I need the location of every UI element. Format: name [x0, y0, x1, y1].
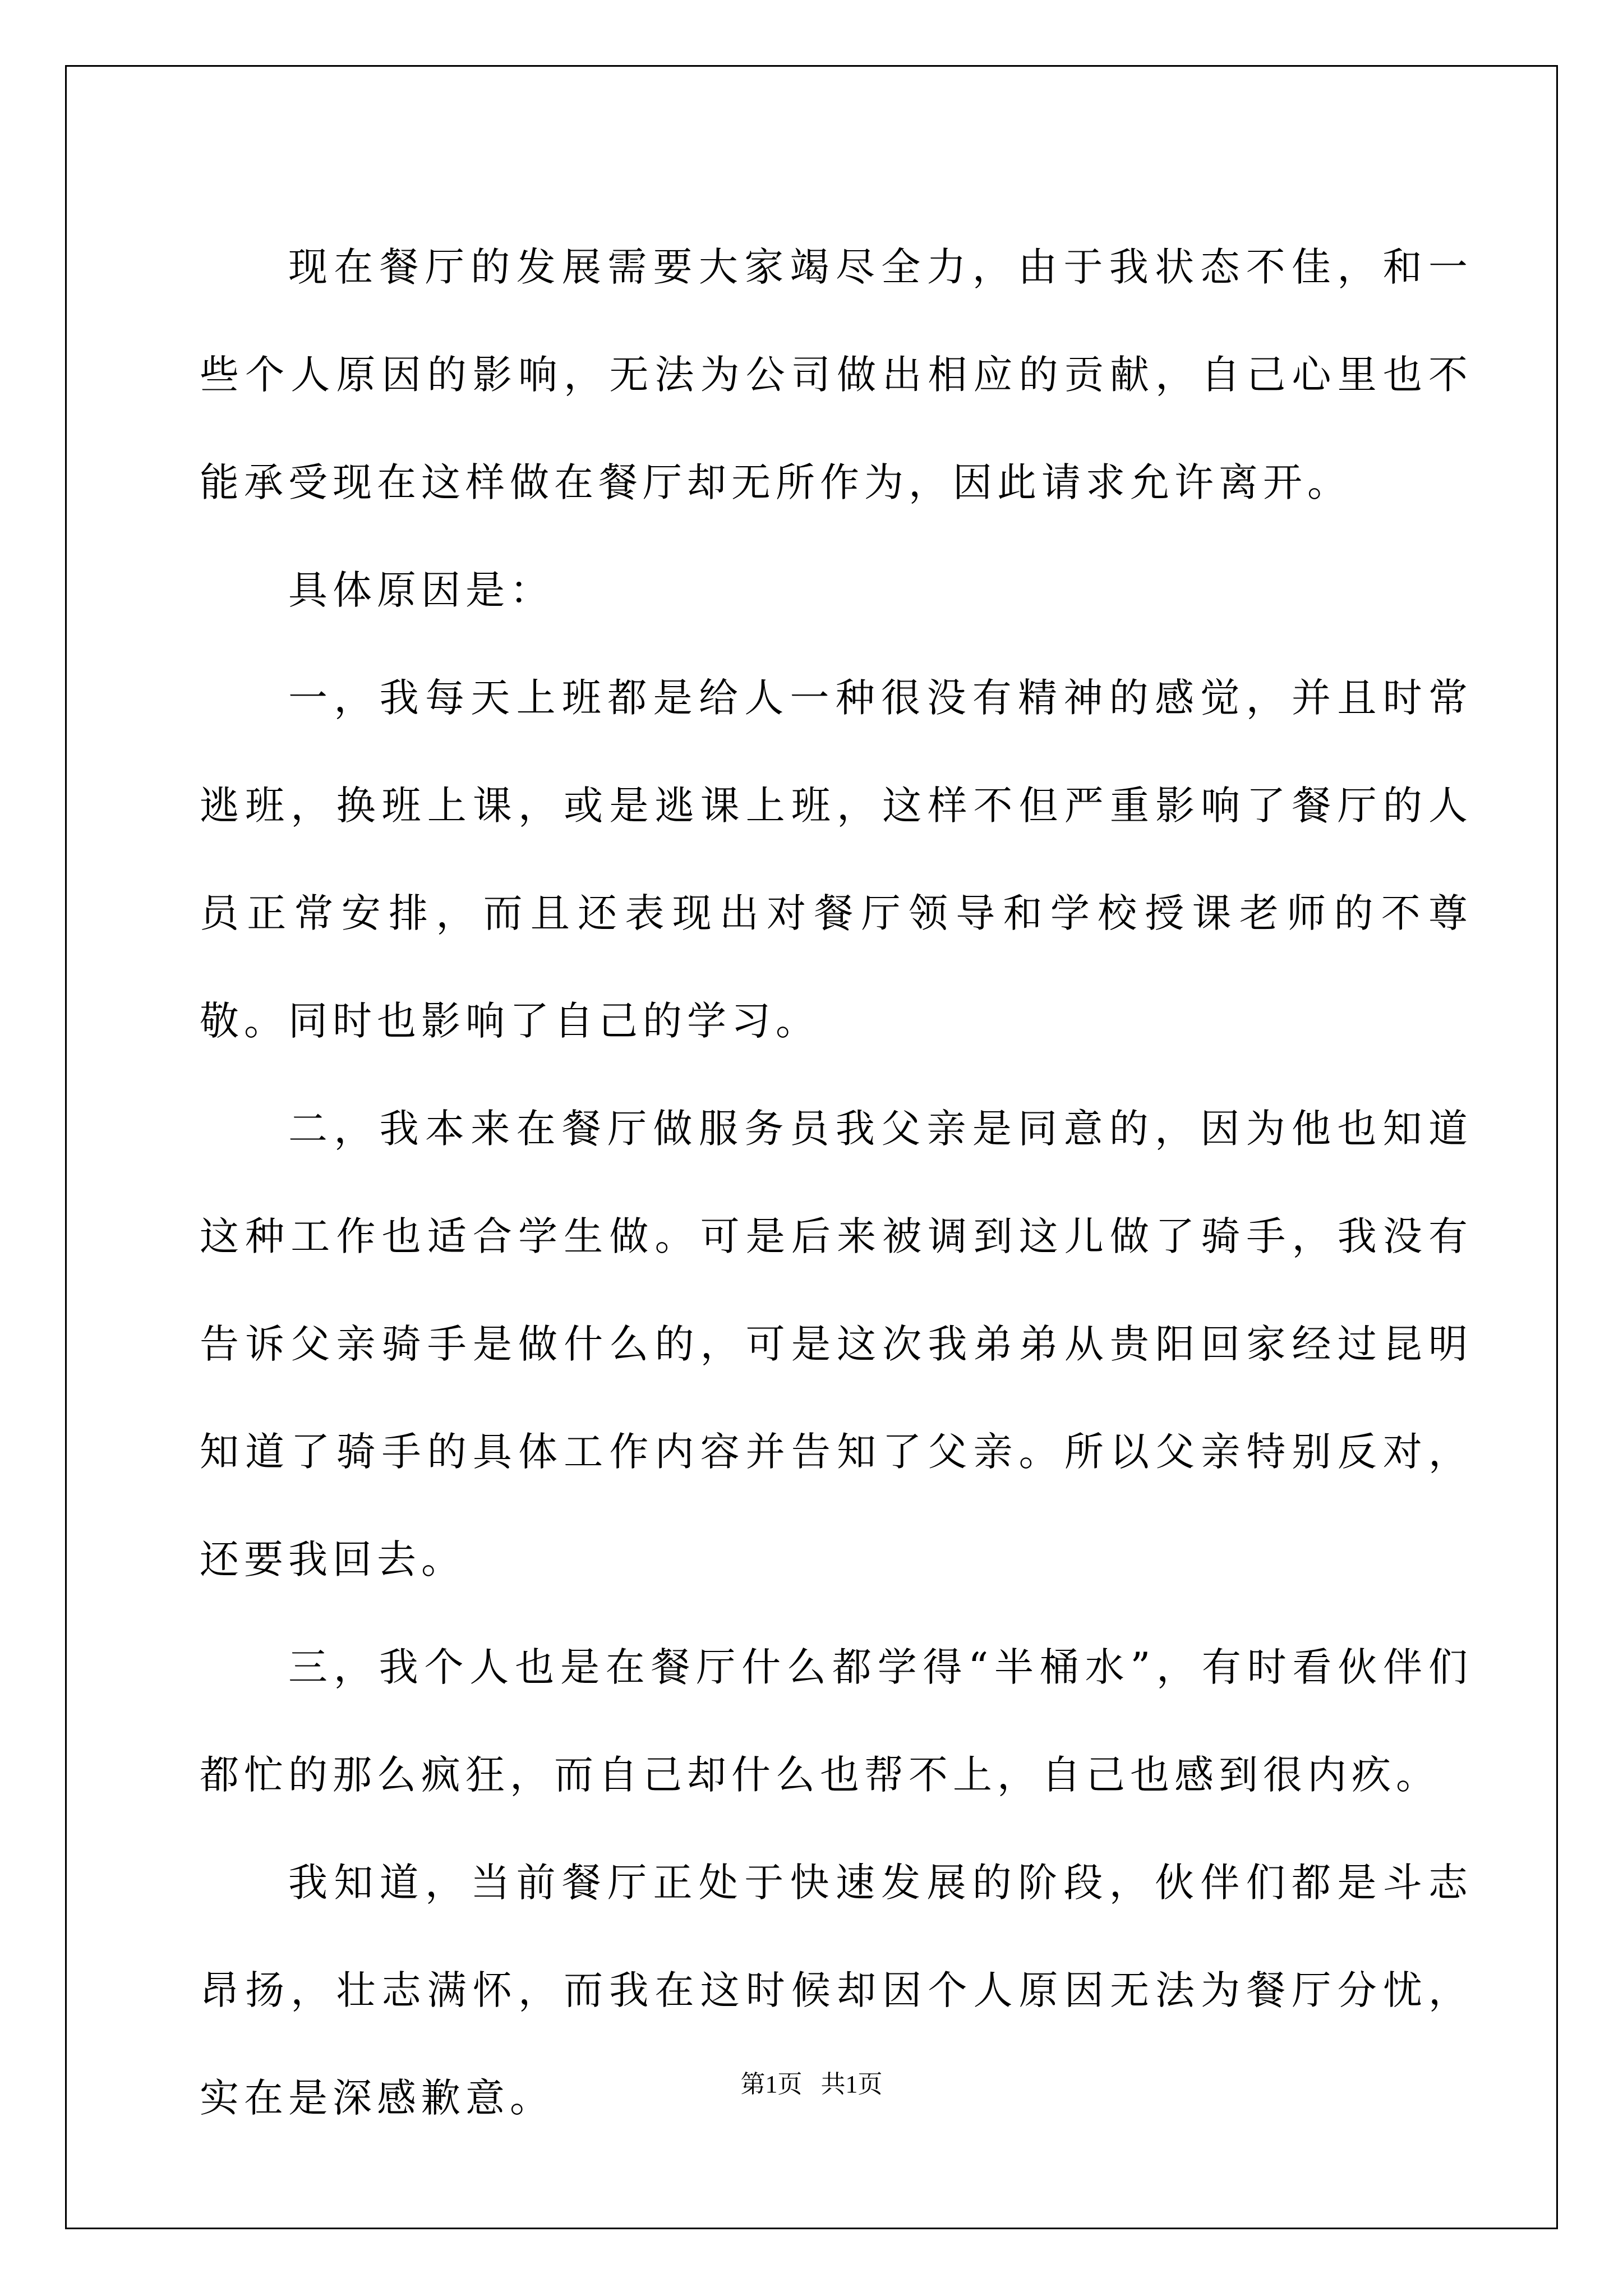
paragraph: 三，我个人也是在餐厅什么都学得“半桶水”，有时看伙伴们都忙的那么疯狂，而自己却什么也帮不上，自己也感到很内疚。	[200, 1644, 1473, 1798]
paragraph: 我知道，当前餐厅正处于快速发展的阶段，伙伴们都是斗志昂扬，壮志满怀，而我在这时候却因个人原因无法为餐厅分忧，实在是深感歉意。	[200, 1860, 1473, 2121]
page-number-footer: 第1页 共1页	[740, 2070, 883, 2098]
paragraph: 具体原因是：	[288, 567, 554, 613]
paragraph: 一，我每天上班都是给人一种很没有精神的感觉，并且时常逃班，换班上课，或是逃课上班，这样不但严重影响了餐厅的人员正常安排，而且还表现出对餐厅领导和学校授课老师的不尊敬。同时也影响了自己的学习。	[200, 675, 1473, 1044]
paragraph: 现在餐厅的发展需要大家竭尽全力，由于我状态不佳，和一些个人原因的影响，无法为公司做出相应的贡献，自己心里也不能承受现在这样做在餐厅却无所作为，因此请求允许离开。	[200, 244, 1473, 505]
paragraph: 二，我本来在餐厅做服务员我父亲是同意的，因为他也知道这种工作也适合学生做。可是后来被调到这儿做了骑手，我没有告诉父亲骑手是做什么的，可是这次我弟弟从贵阳回家经过昆明知道了骑手的具体工作内容并告知了父亲。所以父亲特别反对，还要我回去。	[200, 1106, 1473, 1582]
document-body	[200, 213, 1473, 2152]
